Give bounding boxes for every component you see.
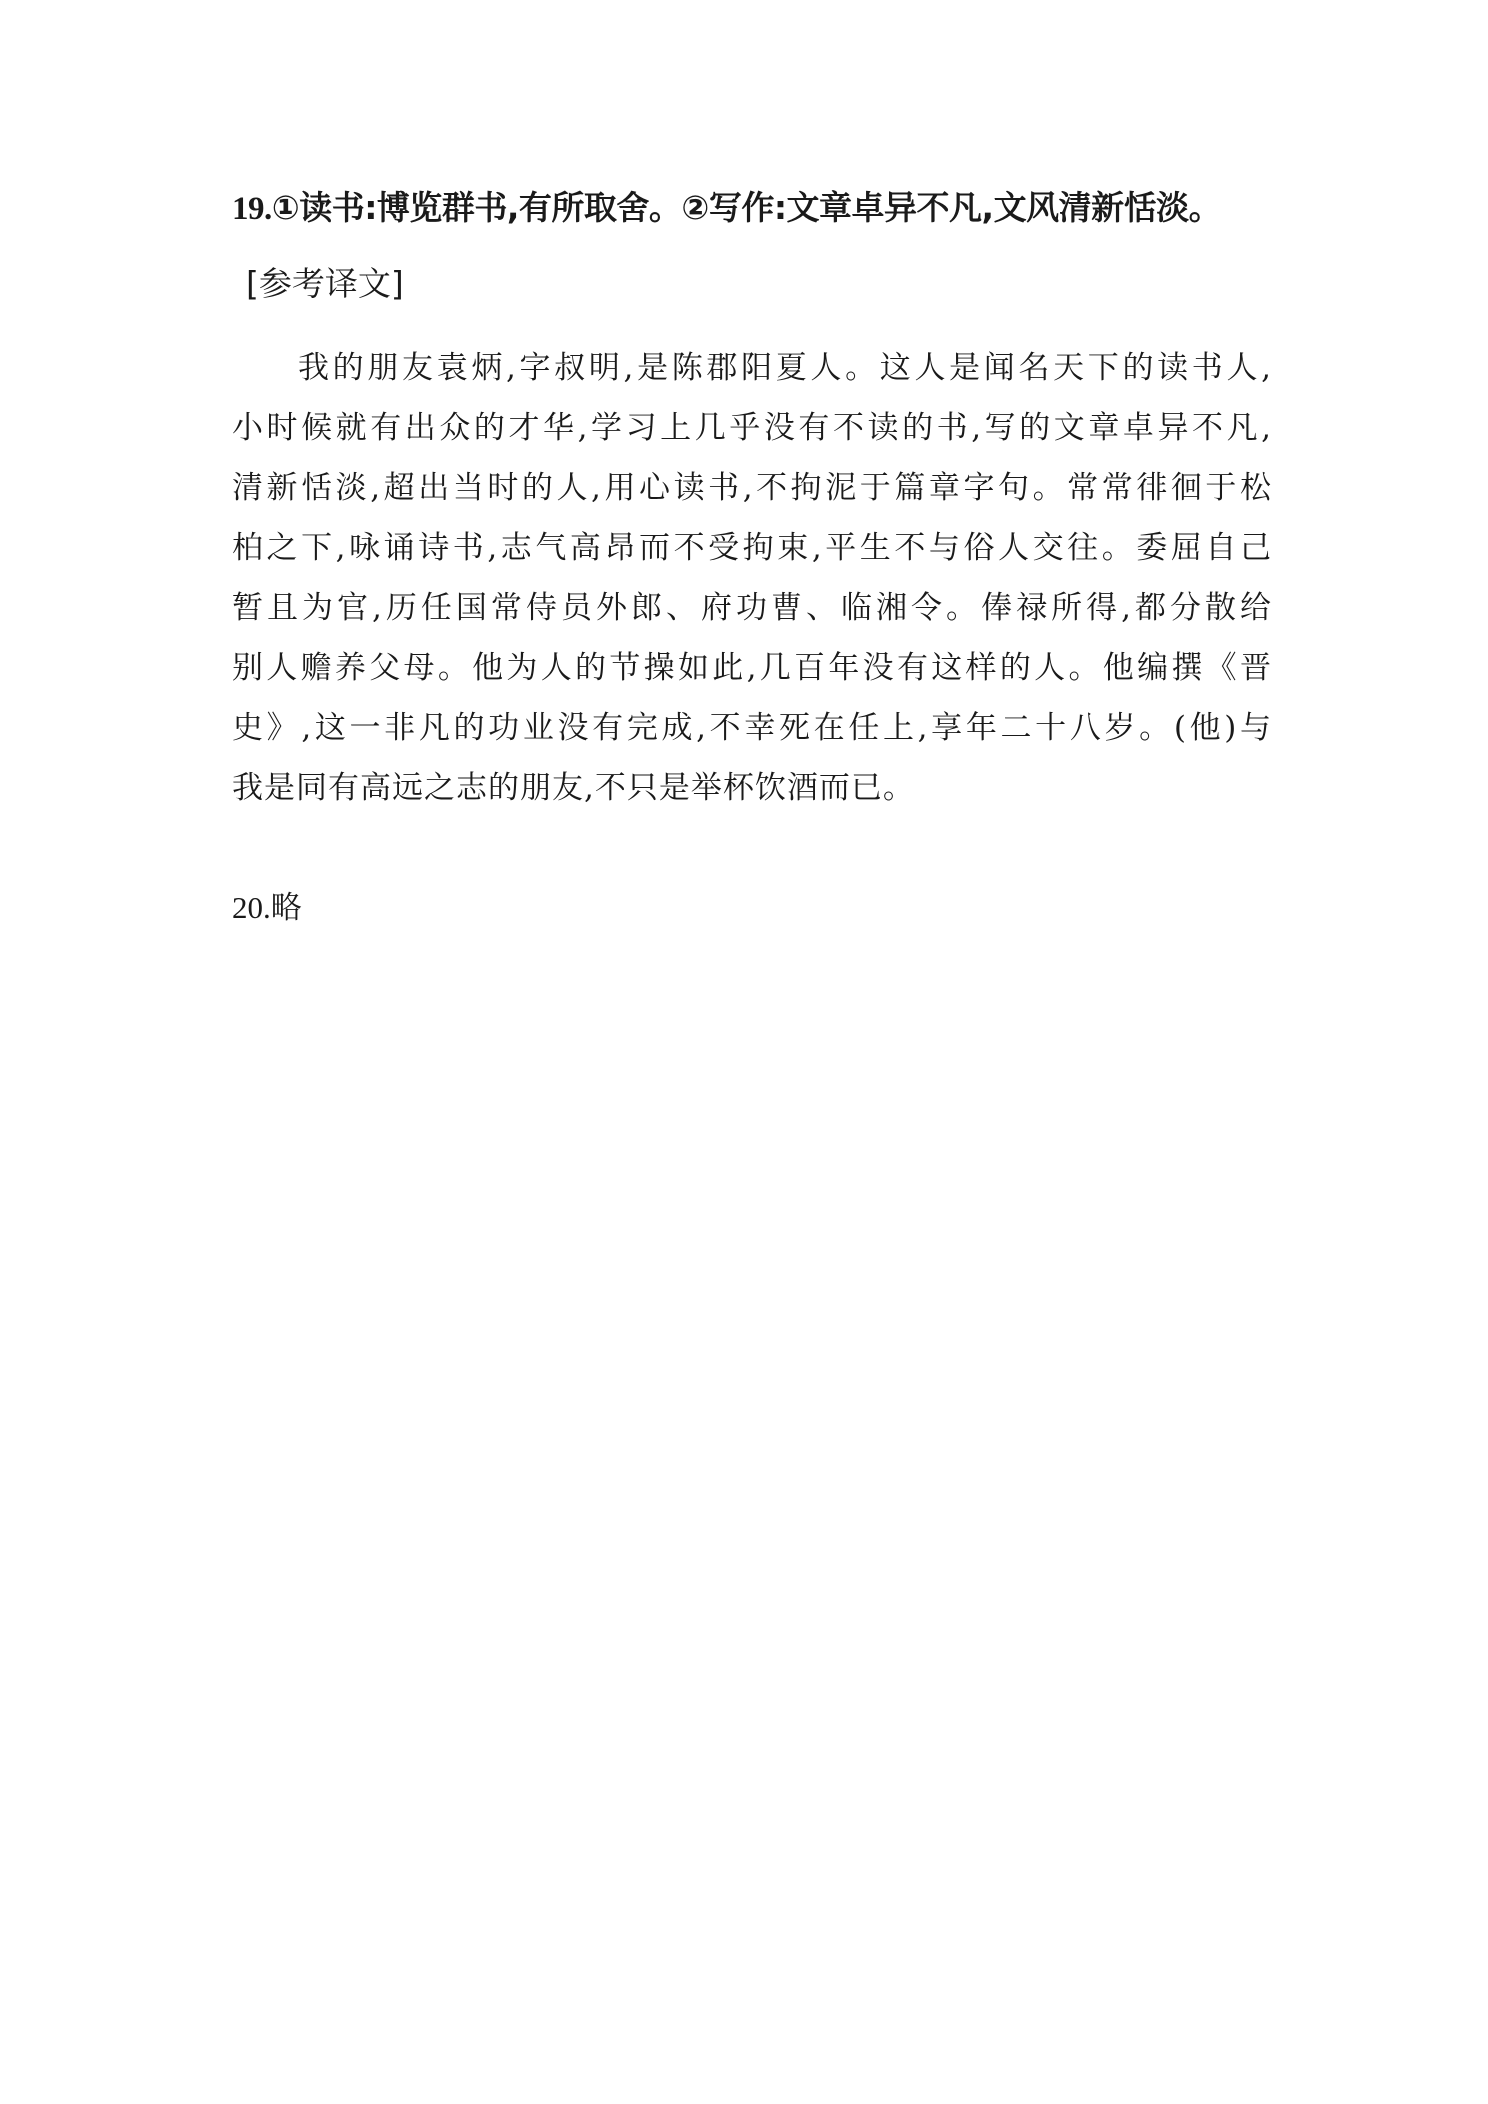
translation-line: 暂且为官,历任国常侍员外郎、府功曹、临湘令。俸禄所得,都分散给: [232, 590, 1272, 626]
answer-19: [232, 180, 1272, 237]
translation-line: 我的朋友袁炳,字叔明,是陈郡阳夏人。这人是闻名天下的读书人,: [298, 350, 1272, 386]
translation-line: 小时候就有出众的才华,学习上几乎没有不读的书,写的文章卓异不凡,: [232, 410, 1272, 446]
translation-line: 柏之下,咏诵诗书,志气高昂而不受拘束,平生不与俗人交往。委屈自己: [232, 530, 1272, 566]
translation-line: 史》,这一非凡的功业没有完成,不幸死在任上,享年二十八岁。(他)与: [232, 710, 1272, 746]
answer-20: 20.略: [232, 890, 302, 925]
translation-heading: [参考译文]: [246, 264, 404, 303]
translation-line: 我是同有高远之志的朋友,不只是举杯饮酒而已。: [232, 770, 915, 806]
answer-19-text: ①读书:博览群书,有所取舍。②写作:文章卓异不凡,文风清新恬淡。: [271, 188, 1222, 227]
translation-line: 别人赡养父母。他为人的节操如此,几百年没有这样的人。他编撰《晋: [232, 650, 1272, 686]
answer-19-number: 19.: [232, 191, 272, 227]
translation-paragraph: [232, 338, 1272, 818]
translation-line: 清新恬淡,超出当时的人,用心读书,不拘泥于篇章字句。常常徘徊于松: [232, 470, 1272, 506]
